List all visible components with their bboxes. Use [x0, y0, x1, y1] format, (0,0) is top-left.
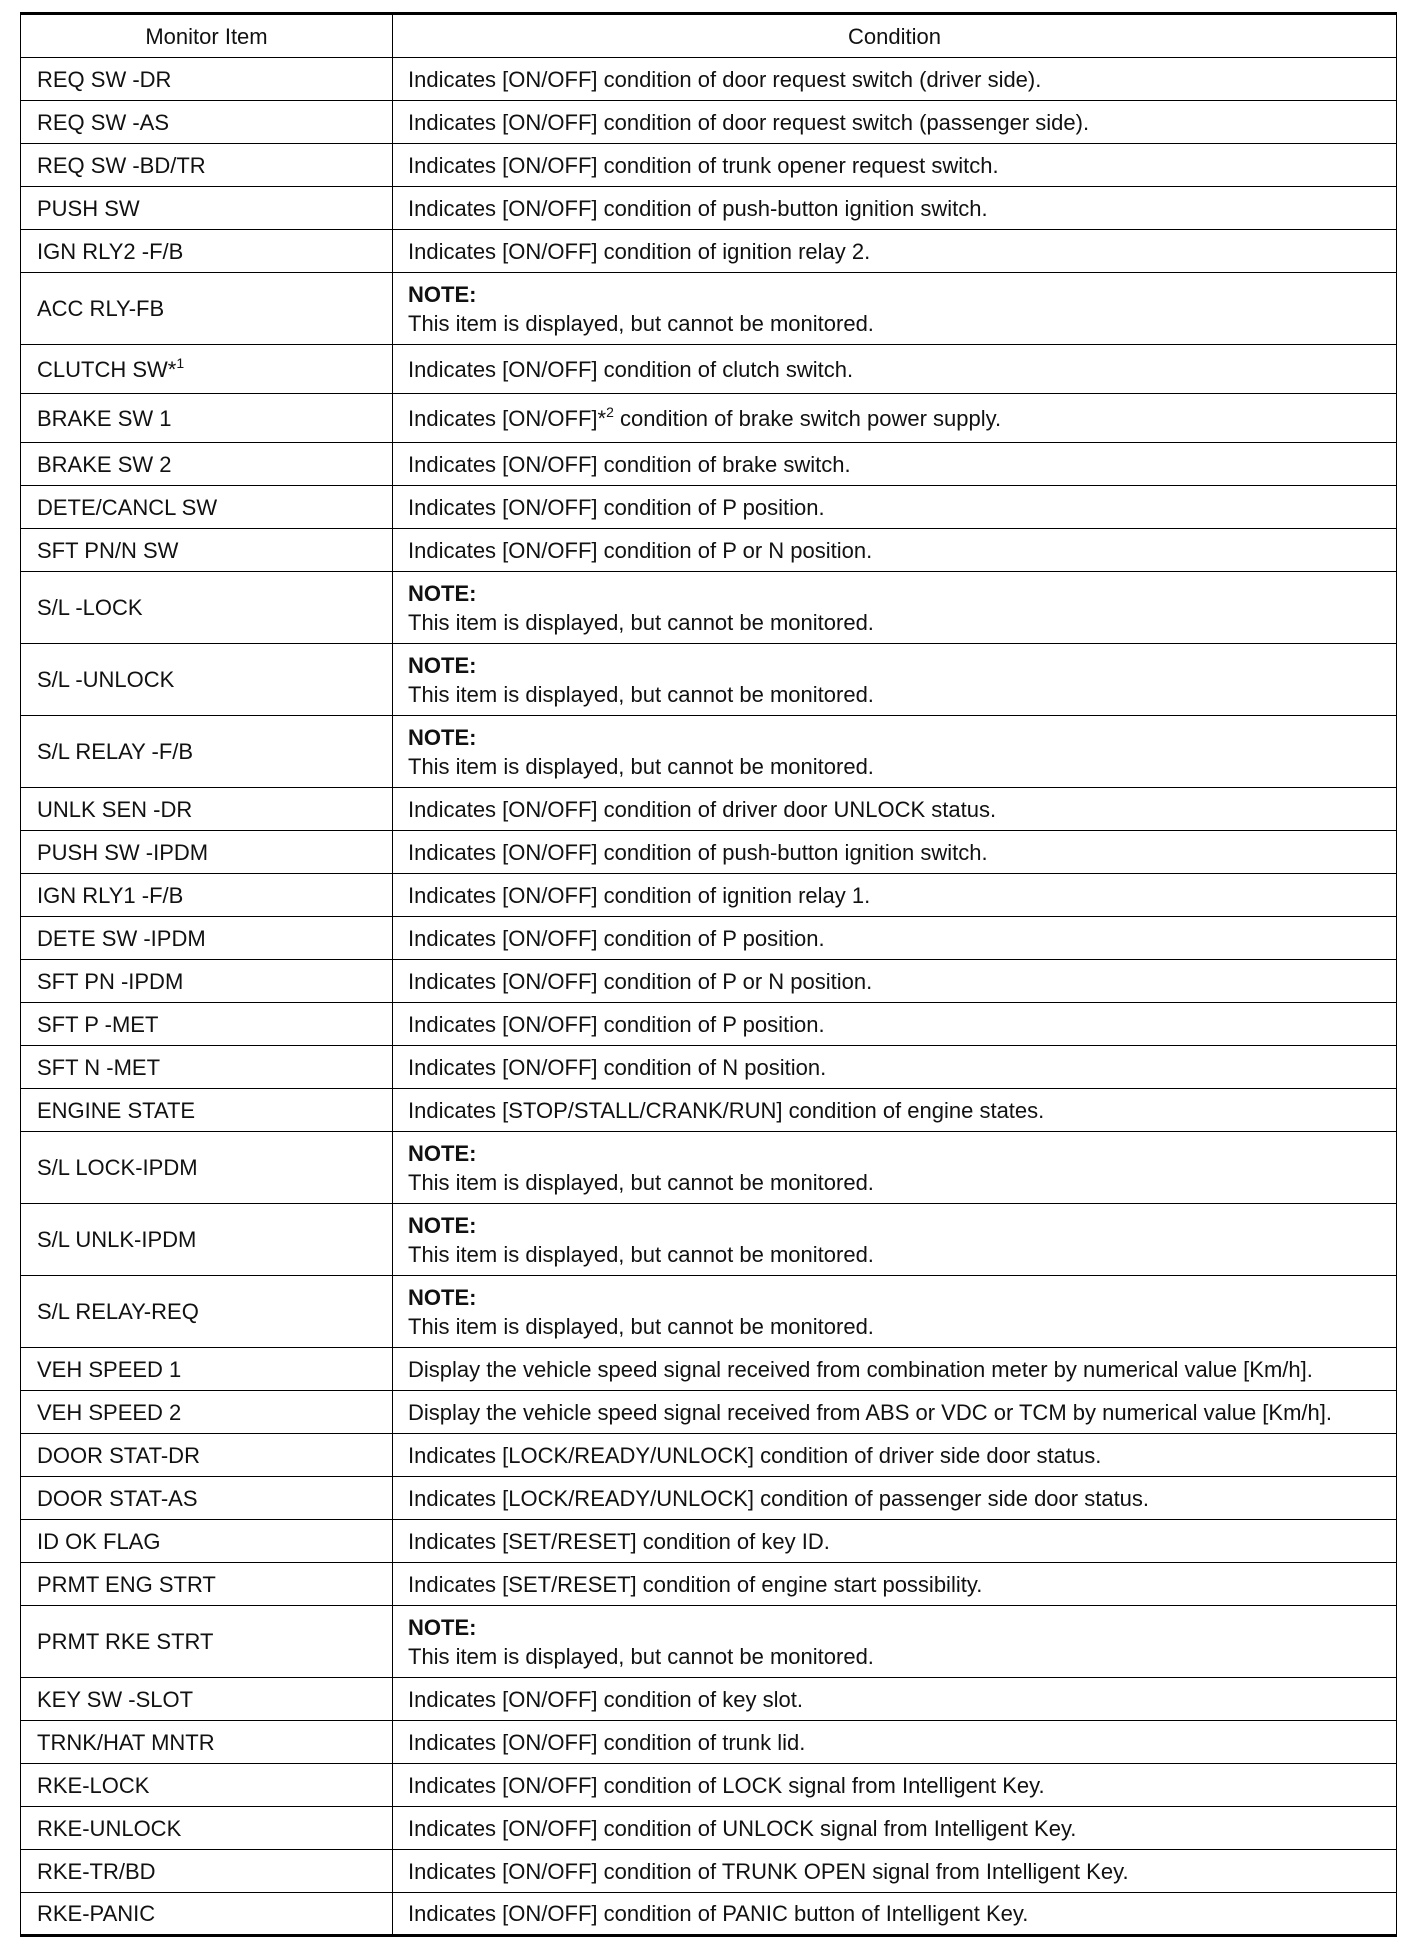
note-label: NOTE:	[408, 1614, 477, 1640]
condition-cell	[393, 486, 1397, 529]
table-row	[21, 831, 1397, 874]
condition-text: Indicates [ON/OFF] condition of clutch switch.	[408, 356, 854, 382]
monitor-item-cell	[21, 1276, 393, 1348]
condition-cell	[393, 874, 1397, 917]
condition-cell	[393, 1132, 1397, 1204]
note-label: NOTE:	[408, 281, 477, 307]
condition-text: Indicates [ON/OFF]*	[408, 405, 607, 431]
monitor-item-cell	[21, 1046, 393, 1089]
monitor-item-name: CLUTCH SW*	[37, 356, 177, 382]
monitor-item-name: DETE/CANCL SW	[37, 494, 218, 520]
monitor-item-name: S/L RELAY -F/B	[37, 739, 194, 764]
header-condition: Condition	[393, 14, 1397, 58]
monitor-item-name: UNLK SEN -DR	[37, 796, 193, 822]
table-row	[21, 187, 1397, 230]
condition-cell	[393, 1606, 1397, 1678]
condition-cell	[393, 1046, 1397, 1089]
monitor-item-cell	[21, 1807, 393, 1850]
monitor-item-cell	[21, 101, 393, 144]
condition-cell	[393, 716, 1397, 788]
table-row	[21, 1003, 1397, 1046]
condition-cell	[393, 1850, 1397, 1893]
monitor-item-cell	[21, 1089, 393, 1132]
table-row	[21, 716, 1397, 788]
monitor-item-name: ACC RLY-FB	[37, 296, 165, 321]
monitor-item-name: SFT PN/N SW	[37, 537, 179, 563]
condition-text: Display the vehicle speed signal received from ABS or VDC or TCM by numerical value [Km/h].	[408, 1399, 1332, 1425]
monitor-item-cell	[21, 1477, 393, 1520]
table-row	[21, 529, 1397, 572]
monitor-item-name: S/L LOCK-IPDM	[37, 1155, 198, 1180]
monitor-item-table	[20, 12, 1397, 1937]
condition-cell	[393, 644, 1397, 716]
monitor-item-name: S/L -UNLOCK	[37, 667, 175, 692]
condition-text: Indicates [ON/OFF] condition of door request switch (driver side).	[408, 66, 1042, 92]
condition-cell	[393, 1807, 1397, 1850]
monitor-item-name: TRNK/HAT MNTR	[37, 1729, 215, 1755]
condition-cell	[393, 1678, 1397, 1721]
note-label: NOTE:	[408, 724, 477, 750]
table-row	[21, 1678, 1397, 1721]
table-row	[21, 101, 1397, 144]
condition-cell	[393, 1391, 1397, 1434]
monitor-item-name: VEH SPEED 2	[37, 1399, 182, 1425]
monitor-item-name: ID OK FLAG	[37, 1528, 161, 1554]
monitor-item-cell	[21, 1132, 393, 1204]
monitor-item-cell	[21, 345, 393, 394]
monitor-item-cell	[21, 572, 393, 644]
condition-cell	[393, 1434, 1397, 1477]
monitor-item-name: SFT N -MET	[37, 1054, 161, 1080]
condition-cell	[393, 345, 1397, 394]
table-row	[21, 1764, 1397, 1807]
table-row	[21, 1807, 1397, 1850]
condition-cell	[393, 394, 1397, 443]
monitor-item-name: PUSH SW -IPDM	[37, 839, 209, 865]
condition-text: Indicates [ON/OFF] condition of LOCK signal from Intelligent Key.	[408, 1772, 1045, 1798]
header-row	[21, 14, 1397, 58]
table-row	[21, 1477, 1397, 1520]
condition-cell	[393, 1276, 1397, 1348]
condition-cell	[393, 917, 1397, 960]
monitor-item-cell	[21, 1721, 393, 1764]
table-row	[21, 230, 1397, 273]
condition-text: Indicates [ON/OFF] condition of trunk opener request switch.	[408, 152, 999, 178]
condition-text: Indicates [ON/OFF] condition of N position.	[408, 1054, 827, 1080]
condition-cell	[393, 1764, 1397, 1807]
condition-text: Indicates [LOCK/READY/UNLOCK] condition of driver side door status.	[408, 1442, 1102, 1468]
table-row	[21, 917, 1397, 960]
monitor-item-cell	[21, 144, 393, 187]
condition-cell	[393, 960, 1397, 1003]
monitor-item-name: S/L RELAY-REQ	[37, 1299, 199, 1324]
condition-text: Indicates [ON/OFF] condition of brake switch.	[408, 451, 851, 477]
table-row	[21, 1721, 1397, 1764]
table-row	[21, 1434, 1397, 1477]
condition-text: Indicates [STOP/STALL/CRANK/RUN] condition of engine states.	[408, 1097, 1045, 1123]
condition-cell	[393, 1003, 1397, 1046]
condition-text: Indicates [SET/RESET] condition of engine start possibility.	[408, 1571, 983, 1597]
condition-text: Indicates [ON/OFF] condition of P position.	[408, 1011, 825, 1037]
condition-cell	[393, 1721, 1397, 1764]
monitor-item-name: REQ SW -BD/TR	[37, 152, 206, 178]
condition-cell	[393, 1477, 1397, 1520]
table-row	[21, 1391, 1397, 1434]
table-row	[21, 443, 1397, 486]
monitor-item-name: KEY SW -SLOT	[37, 1686, 194, 1712]
monitor-item-cell	[21, 187, 393, 230]
footnote-marker: 2	[606, 403, 614, 420]
note-text: This item is displayed, but cannot be monitored.	[408, 1241, 874, 1267]
monitor-item-name: ENGINE STATE	[37, 1097, 196, 1123]
monitor-item-cell	[21, 1563, 393, 1606]
monitor-item-cell	[21, 394, 393, 443]
monitor-item-name: DOOR STAT-DR	[37, 1442, 200, 1468]
monitor-item-name: PRMT ENG STRT	[37, 1571, 216, 1597]
monitor-item-name: PUSH SW	[37, 195, 140, 221]
table-row	[21, 1893, 1397, 1936]
monitor-item-name: BRAKE SW 2	[37, 451, 172, 477]
condition-text: Indicates [ON/OFF] condition of key slot.	[408, 1686, 803, 1712]
note-label: NOTE:	[408, 1284, 477, 1310]
condition-cell	[393, 572, 1397, 644]
monitor-item-cell	[21, 58, 393, 101]
monitor-item-name: REQ SW -AS	[37, 109, 170, 135]
condition-text: Indicates [ON/OFF] condition of P or N position.	[408, 968, 873, 994]
monitor-item-name: REQ SW -DR	[37, 66, 172, 92]
monitor-item-name: SFT PN -IPDM	[37, 968, 184, 994]
monitor-item-name: S/L UNLK-IPDM	[37, 1227, 197, 1252]
monitor-item-name: RKE-LOCK	[37, 1772, 150, 1798]
condition-text: Display the vehicle speed signal received from combination meter by numerical value [Km/h].	[408, 1356, 1313, 1382]
note-label: NOTE:	[408, 652, 477, 678]
condition-text: Indicates [ON/OFF] condition of TRUNK OPEN signal from Intelligent Key.	[408, 1858, 1129, 1884]
monitor-item-name: S/L -LOCK	[37, 595, 143, 620]
table-row	[21, 960, 1397, 1003]
monitor-item-cell	[21, 831, 393, 874]
monitor-item-cell	[21, 529, 393, 572]
note-text: This item is displayed, but cannot be monitored.	[408, 310, 874, 336]
monitor-item-cell	[21, 1391, 393, 1434]
condition-cell	[393, 788, 1397, 831]
monitor-item-cell	[21, 1204, 393, 1276]
table-row	[21, 1348, 1397, 1391]
condition-text: Indicates [ON/OFF] condition of door request switch (passenger side).	[408, 109, 1090, 135]
monitor-item-cell	[21, 1520, 393, 1563]
table-row	[21, 144, 1397, 187]
note-label: NOTE:	[408, 1140, 477, 1166]
table-row	[21, 572, 1397, 644]
table-row	[21, 1132, 1397, 1204]
monitor-item-name: RKE-TR/BD	[37, 1858, 156, 1884]
monitor-item-cell	[21, 1850, 393, 1893]
note-text: This item is displayed, but cannot be monitored.	[408, 609, 874, 635]
table-row	[21, 1046, 1397, 1089]
monitor-item-name: IGN RLY1 -F/B	[37, 882, 184, 908]
note-label: NOTE:	[408, 1212, 477, 1238]
condition-text: Indicates [ON/OFF] condition of push-button ignition switch.	[408, 195, 988, 221]
condition-text: Indicates [ON/OFF] condition of P position.	[408, 494, 825, 520]
table-row	[21, 1850, 1397, 1893]
condition-text: Indicates [ON/OFF] condition of driver door UNLOCK status.	[408, 796, 997, 822]
condition-cell	[393, 58, 1397, 101]
monitor-item-cell	[21, 960, 393, 1003]
note-text: This item is displayed, but cannot be monitored.	[408, 1643, 874, 1669]
condition-text: Indicates [ON/OFF] condition of ignition relay 2.	[408, 238, 871, 264]
table-row	[21, 1563, 1397, 1606]
monitor-item-name: IGN RLY2 -F/B	[37, 238, 184, 264]
condition-text: Indicates [ON/OFF] condition of PANIC button of Intelligent Key.	[408, 1901, 1029, 1926]
note-label: NOTE:	[408, 580, 477, 606]
condition-cell	[393, 187, 1397, 230]
note-text: This item is displayed, but cannot be monitored.	[408, 1169, 874, 1195]
condition-cell	[393, 1563, 1397, 1606]
monitor-item-cell	[21, 486, 393, 529]
table-body	[21, 58, 1397, 1936]
condition-text: Indicates [LOCK/READY/UNLOCK] condition of passenger side door status.	[408, 1485, 1150, 1511]
table-row	[21, 874, 1397, 917]
monitor-item-name: PRMT RKE STRT	[37, 1629, 214, 1654]
monitor-item-cell	[21, 1348, 393, 1391]
table-row	[21, 788, 1397, 831]
condition-text: Indicates [SET/RESET] condition of key ID.	[408, 1528, 830, 1554]
table-row	[21, 1089, 1397, 1132]
monitor-item-name: DETE SW -IPDM	[37, 925, 206, 951]
condition-text: Indicates [ON/OFF] condition of push-button ignition switch.	[408, 839, 988, 865]
condition-text: Indicates [ON/OFF] condition of P or N position.	[408, 537, 873, 563]
monitor-item-cell	[21, 644, 393, 716]
table-row	[21, 394, 1397, 443]
condition-cell	[393, 1204, 1397, 1276]
note-text: This item is displayed, but cannot be monitored.	[408, 753, 874, 779]
condition-cell	[393, 443, 1397, 486]
condition-cell	[393, 230, 1397, 273]
table-header	[21, 14, 1397, 58]
header-monitor-item: Monitor Item	[21, 14, 393, 58]
condition-cell	[393, 101, 1397, 144]
monitor-item-cell	[21, 1678, 393, 1721]
monitor-item-cell	[21, 788, 393, 831]
monitor-item-cell	[21, 1764, 393, 1807]
condition-text: condition of brake switch power supply.	[613, 405, 1002, 431]
condition-cell	[393, 1893, 1397, 1936]
monitor-item-cell	[21, 1893, 393, 1936]
condition-text: Indicates [ON/OFF] condition of P position.	[408, 925, 825, 951]
monitor-item-cell	[21, 874, 393, 917]
monitor-item-name: BRAKE SW 1	[37, 405, 172, 431]
table-row	[21, 644, 1397, 716]
table-row	[21, 1606, 1397, 1678]
table-row	[21, 1276, 1397, 1348]
condition-text: Indicates [ON/OFF] condition of ignition relay 1.	[408, 882, 871, 908]
table-row	[21, 58, 1397, 101]
monitor-item-cell	[21, 1434, 393, 1477]
monitor-item-cell	[21, 443, 393, 486]
monitor-item-name: DOOR STAT-AS	[37, 1485, 198, 1511]
condition-cell	[393, 273, 1397, 345]
monitor-item-name: SFT P -MET	[37, 1011, 159, 1037]
condition-text: Indicates [ON/OFF] condition of trunk lid.	[408, 1729, 806, 1755]
monitor-item-name: RKE-PANIC	[37, 1901, 156, 1926]
table-row	[21, 273, 1397, 345]
monitor-item-cell	[21, 273, 393, 345]
condition-cell	[393, 144, 1397, 187]
condition-cell	[393, 1089, 1397, 1132]
footnote-marker: 1	[176, 354, 185, 371]
monitor-item-name: VEH SPEED 1	[37, 1356, 182, 1382]
table-row	[21, 486, 1397, 529]
monitor-item-cell	[21, 230, 393, 273]
condition-cell	[393, 1348, 1397, 1391]
monitor-item-name: RKE-UNLOCK	[37, 1815, 182, 1841]
monitor-item-cell	[21, 917, 393, 960]
monitor-item-cell	[21, 1606, 393, 1678]
table-row	[21, 1520, 1397, 1563]
table-row	[21, 1204, 1397, 1276]
condition-text: Indicates [ON/OFF] condition of UNLOCK signal from Intelligent Key.	[408, 1815, 1077, 1841]
condition-cell	[393, 1520, 1397, 1563]
condition-cell	[393, 529, 1397, 572]
note-text: This item is displayed, but cannot be monitored.	[408, 681, 874, 707]
table-row	[21, 345, 1397, 394]
note-text: This item is displayed, but cannot be monitored.	[408, 1313, 874, 1339]
monitor-item-cell	[21, 1003, 393, 1046]
monitor-item-cell	[21, 716, 393, 788]
condition-cell	[393, 831, 1397, 874]
